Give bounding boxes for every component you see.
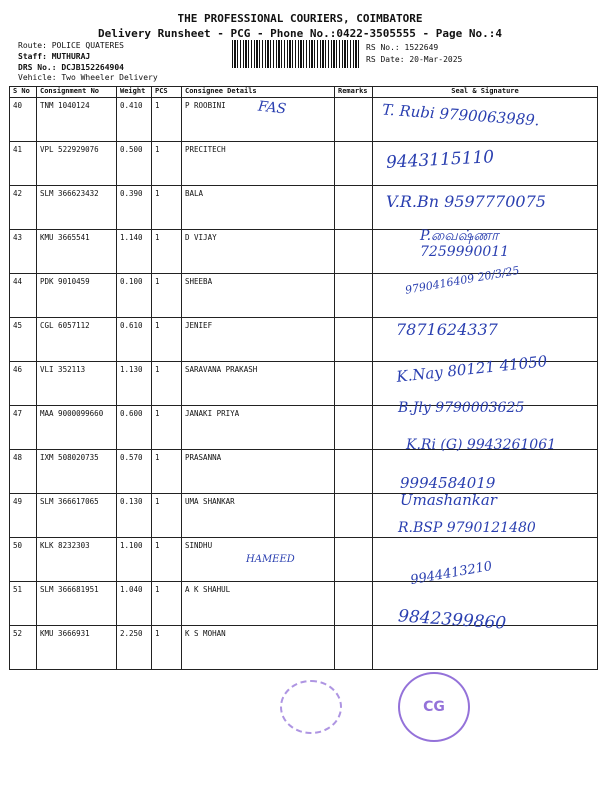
consignment-cell: MAA 9000099660	[37, 406, 117, 450]
weight-cell: 1.040	[117, 582, 152, 626]
consignee-cell: UMA SHANKAR	[182, 494, 335, 538]
sno-cell: 51	[10, 582, 37, 626]
remarks-cell	[335, 406, 373, 450]
col-header: Consignment No	[37, 87, 117, 98]
sno-cell: 48	[10, 450, 37, 494]
remarks-cell	[335, 274, 373, 318]
consignment-cell: TNM 1040124	[37, 98, 117, 142]
pcs-cell: 1	[152, 142, 182, 186]
weight-cell: 1.130	[117, 362, 152, 406]
consignment-cell: KMU 3666931	[37, 626, 117, 670]
weight-cell: 0.100	[117, 274, 152, 318]
remarks-cell	[335, 582, 373, 626]
pcs-cell: 1	[152, 230, 182, 274]
sno-cell: 42	[10, 186, 37, 230]
consignee-cell: JENIEF	[182, 318, 335, 362]
pcs-cell: 1	[152, 274, 182, 318]
sno-cell: 41	[10, 142, 37, 186]
remarks-cell	[335, 230, 373, 274]
company-title: THE PROFESSIONAL COURIERS, COIMBATORE	[177, 12, 423, 25]
weight-cell: 1.100	[117, 538, 152, 582]
drs-number: DRS No.: DCJB152264904	[18, 63, 124, 72]
consignment-cell: PDK 9010459	[37, 274, 117, 318]
consignment-cell: SLM 366681951	[37, 582, 117, 626]
handwritten-signature: V.R.Bn 9597770075	[386, 192, 546, 211]
consignment-cell: SLM 366623432	[37, 186, 117, 230]
vehicle-label: Vehicle: Two Wheeler Delivery	[18, 73, 158, 82]
col-header: Weight	[117, 87, 152, 98]
sno-cell: 50	[10, 538, 37, 582]
office-stamp: CG	[398, 672, 470, 742]
remarks-cell	[335, 538, 373, 582]
handwritten-signature: 9842399860	[397, 606, 507, 634]
weight-cell: 0.130	[117, 494, 152, 538]
sno-cell: 44	[10, 274, 37, 318]
weight-cell: 0.600	[117, 406, 152, 450]
remarks-cell	[335, 626, 373, 670]
weight-cell: 2.250	[117, 626, 152, 670]
sno-cell: 43	[10, 230, 37, 274]
col-header: Remarks	[335, 87, 373, 98]
handwritten-signature: K.Nay 80121 41050	[395, 352, 549, 386]
sno-cell: 52	[10, 626, 37, 670]
route-label: Route: POLICE QUATERES	[18, 41, 124, 50]
consignee-cell: A K SHAHUL	[182, 582, 335, 626]
remarks-cell	[335, 186, 373, 230]
handwritten-signature: P.வைஷ்ணா 7259990011	[420, 228, 510, 260]
remarks-cell	[335, 494, 373, 538]
weight-cell: 0.390	[117, 186, 152, 230]
consignment-cell: SLM 366617065	[37, 494, 117, 538]
consignment-cell: VLI 352113	[37, 362, 117, 406]
handwritten-signature: R.BSP 9790121480	[398, 520, 536, 536]
handwritten-signature: K.Ri (G) 9943261061	[406, 437, 557, 453]
weight-cell: 0.500	[117, 142, 152, 186]
handwritten-signature: T. Rubi 9790063989.	[381, 100, 541, 130]
handwritten-signature: B.Jly 9790003625	[398, 400, 525, 416]
runsheet-table	[9, 86, 598, 670]
sno-cell: 40	[10, 98, 37, 142]
handwritten-note: FAS	[257, 98, 287, 118]
consignment-cell: KLK 8232303	[37, 538, 117, 582]
office-stamp	[280, 680, 342, 734]
handwritten-signature: 7871624337	[396, 320, 498, 339]
sno-cell: 46	[10, 362, 37, 406]
table-row	[10, 274, 598, 318]
remarks-cell	[335, 142, 373, 186]
col-header: Seal & Signature	[373, 87, 598, 98]
consignee-cell: D VIJAY	[182, 230, 335, 274]
pcs-cell: 1	[152, 626, 182, 670]
consignee-cell: SARAVANA PRAKASH	[182, 362, 335, 406]
pcs-cell: 1	[152, 494, 182, 538]
runsheet-subtitle: Delivery Runsheet - PCG - Phone No.:0422-3505555 - Page No.:4	[98, 27, 502, 40]
pcs-cell: 1	[152, 362, 182, 406]
col-header: PCS	[152, 87, 182, 98]
staff-label: Staff: MUTHURAJ	[18, 52, 91, 61]
sno-cell: 45	[10, 318, 37, 362]
rs-date: RS Date: 20-Mar-2025	[366, 55, 463, 64]
pcs-cell: 1	[152, 98, 182, 142]
consignment-cell: VPL 522929076	[37, 142, 117, 186]
table-row	[10, 582, 598, 626]
remarks-cell	[335, 362, 373, 406]
table-row	[10, 142, 598, 186]
sno-cell: 47	[10, 406, 37, 450]
consignee-cell: SINDHU	[182, 538, 335, 582]
pcs-cell: 1	[152, 450, 182, 494]
pcs-cell: 1	[152, 186, 182, 230]
consignment-cell: IXM 508020735	[37, 450, 117, 494]
consignee-cell: PRECITECH	[182, 142, 335, 186]
remarks-cell	[335, 318, 373, 362]
handwritten-note: HAMEED	[246, 554, 295, 565]
table-row	[10, 318, 598, 362]
consignee-cell: K S MOHAN	[182, 626, 335, 670]
weight-cell: 0.570	[117, 450, 152, 494]
sno-cell: 49	[10, 494, 37, 538]
table-header-row	[10, 87, 598, 98]
consignee-cell: SHEEBA	[182, 274, 335, 318]
table-row	[10, 626, 598, 670]
consignee-cell: JANAKI PRIYA	[182, 406, 335, 450]
consignment-cell: CGL 6057112	[37, 318, 117, 362]
col-header: Consignee Details	[182, 87, 335, 98]
consignee-cell: BALA	[182, 186, 335, 230]
consignment-cell: KMU 3665541	[37, 230, 117, 274]
handwritten-signature: 9994584019 Umashankar	[400, 474, 497, 509]
pcs-cell: 1	[152, 538, 182, 582]
handwritten-signature: 9944413210	[409, 558, 494, 589]
remarks-cell	[335, 98, 373, 142]
barcode	[232, 40, 360, 68]
pcs-cell: 1	[152, 318, 182, 362]
table-row	[10, 538, 598, 582]
pcs-cell: 1	[152, 406, 182, 450]
weight-cell: 0.610	[117, 318, 152, 362]
col-header: S No	[10, 87, 37, 98]
consignee-cell: PRASANNA	[182, 450, 335, 494]
consignee-cell: P ROOBINI	[182, 98, 335, 142]
weight-cell: 0.410	[117, 98, 152, 142]
remarks-cell	[335, 450, 373, 494]
handwritten-signature: 9443115110	[385, 147, 495, 173]
weight-cell: 1.140	[117, 230, 152, 274]
pcs-cell: 1	[152, 582, 182, 626]
rs-number: RS No.: 1522649	[366, 43, 439, 52]
handwritten-signature: 9790416409 20/3/25	[404, 263, 521, 297]
